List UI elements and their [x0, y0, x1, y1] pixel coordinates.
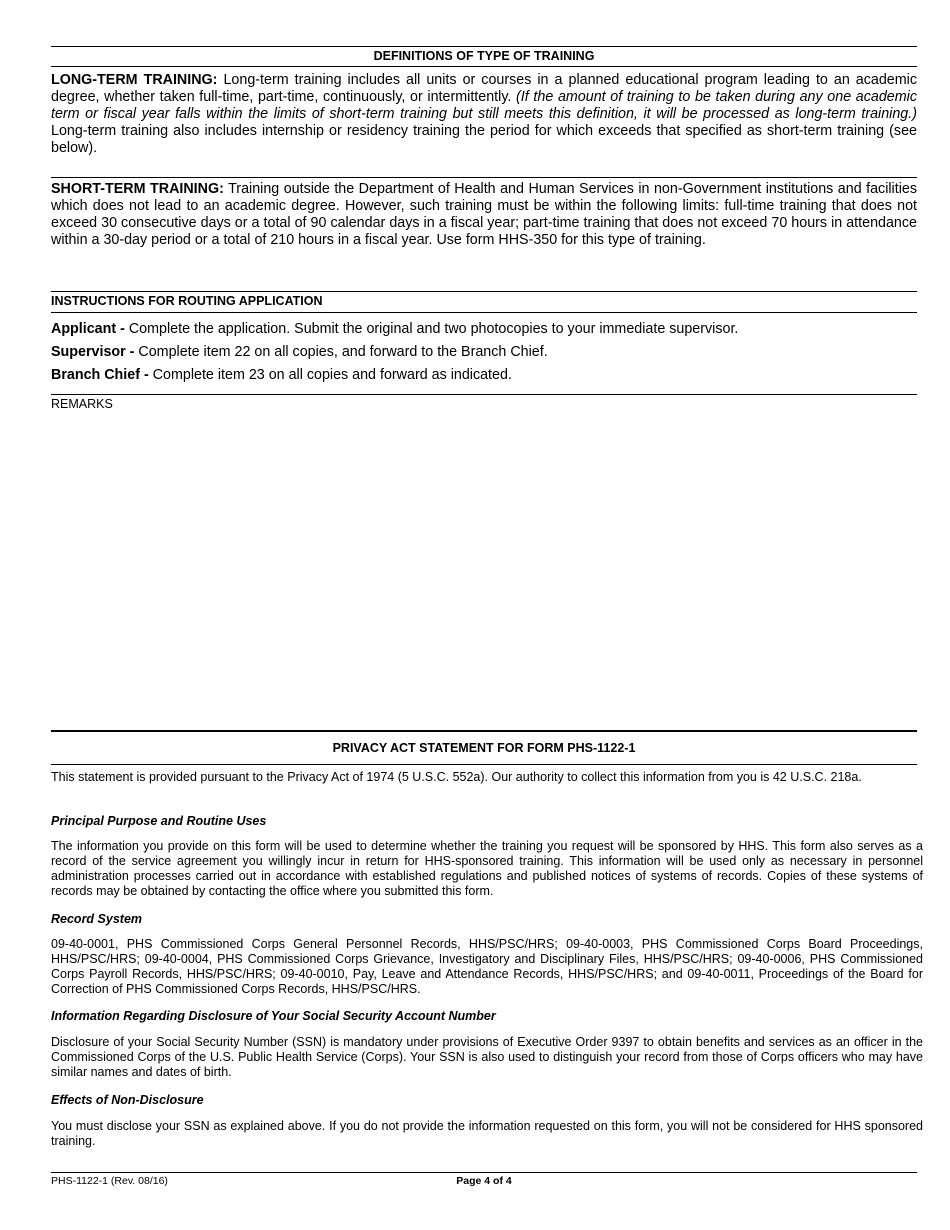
remarks-label: REMARKS [51, 397, 113, 411]
routing-top-rule [51, 291, 917, 292]
record-system-text: 09-40-0001, PHS Commissioned Corps General Personnel Records, HHS/PSC/HRS; 09-40-0003, PHS Commissioned Corps Board Proceedings, HHS/PSC/HRS; 09-40-0004, PHS Commissioned Corps Grievance, Investigatory and Disciplinary Files, HHS/PSC/HRS; 09-40-0006, PHS Commissioned Corps Payroll Records, HHS/PSC/HRS; 09-40-0010, Pay, Leave and Attendance Records, HHS/PSC/HRS; and 09-40-0011, Proceedings of the Board for Correction of PHS Commissioned Corps Records, HHS/PSC/HRS. [51, 937, 923, 996]
footer-page-number: Page 4 of 4 [456, 1175, 512, 1187]
privacy-top-rule [51, 730, 917, 732]
definitions-heading-rule [51, 66, 917, 67]
purpose-text: The information you provide on this form will be used to determine whether the training you request will be sponsored by HHS. This form also serves as a record of the service agreement you willingly incur in return for HHS-sponsored training. This information will be used only as necessary in personnel administration processes carried out in accordance with established regulations and published notices of systems of records. Copies of these systems of records may be obtained by contacting the office where you submitted this form. [51, 839, 923, 898]
definitions-heading: DEFINITIONS OF TYPE OF TRAINING [373, 49, 595, 63]
footer-form-id: PHS-1122-1 (Rev. 08/16) [51, 1175, 168, 1187]
routing-step-applicant [51, 321, 917, 338]
long-term-italic-note: (If the amount of training to be taken during any one academic term or fiscal year falls within the limits of short-term training but still meets this definition, it will be processed as long-term training.) [51, 89, 917, 122]
routing-heading: INSTRUCTIONS FOR ROUTING APPLICATION [51, 294, 323, 308]
ssn-heading: Information Regarding Disclosure of Your Social Security Account Number [51, 1009, 496, 1023]
ssn-text: Disclosure of your Social Security Number (SSN) is mandatory under provisions of Executive Order 9397 to obtain benefits and services as an officer in the Commissioned Corps of the U.S. Public Health Service (Corps). Your SSN is also used to distinguish your record from those of Corps officers who may have similar names and dates of birth. [51, 1035, 923, 1079]
long-term-definition [51, 72, 917, 157]
effects-text: You must disclose your SSN as explained above. If you do not provide the information requested on this form, you will not be considered for HHS sponsored training. [51, 1119, 923, 1148]
effects-heading: Effects of Non-Disclosure [51, 1093, 204, 1107]
top-rule [51, 46, 917, 47]
routing-step-branch-chief [51, 367, 917, 384]
short-term-rule [51, 177, 917, 178]
routing-text-branch-chief: Complete item 23 on all copies and forward as indicated. [148, 367, 512, 383]
routing-step-supervisor [51, 344, 917, 361]
footer-rule [51, 1172, 917, 1173]
long-term-text-1: Long-term training includes all units or courses in a planned educational program leading to an academic degree, whether taken full-time, part-time, continuously, or intermittently. [51, 72, 917, 105]
privacy-intro: This statement is provided pursuant to the Privacy Act of 1974 (5 U.S.C. 552a). Our authority to collect this information from you is 42 U.S.C. 218a. [51, 770, 862, 784]
routing-text-supervisor: Complete item 22 on all copies, and forward to the Branch Chief. [134, 344, 548, 360]
routing-role-branch-chief: Branch Chief - [51, 367, 149, 383]
short-term-text: Training outside the Department of Health and Human Services in non-Government institutions and facilities which does not lead to an academic degree. However, such training must be within the following limits: full-time training that does not exceed 30 consecutive days or a total of 90 calendar days in a fiscal year; part-time training that does not exceed 70 hours in attendance within a 30-day period or a total of 210 hours in a fiscal year. Use form HHS-350 for this type of training. [51, 181, 917, 248]
routing-role-applicant: Applicant - [51, 321, 125, 337]
routing-text-applicant: Complete the application. Submit the original and two photocopies to your immediate supervisor. [124, 321, 739, 337]
privacy-heading-rule [51, 764, 917, 765]
short-term-label: SHORT-TERM TRAINING: [51, 181, 224, 197]
short-term-definition [51, 181, 917, 249]
privacy-heading: PRIVACY ACT STATEMENT FOR FORM PHS-1122-1 [332, 741, 636, 755]
long-term-text-2: Long-term training also includes internship or residency training the period for which exceeds that specified as short-term training (see below). [51, 123, 917, 156]
long-term-label: LONG-TERM TRAINING: [51, 72, 218, 88]
routing-heading-rule [51, 312, 917, 313]
purpose-heading: Principal Purpose and Routine Uses [51, 814, 267, 828]
routing-role-supervisor: Supervisor - [51, 344, 135, 360]
remarks-rule [51, 394, 917, 395]
record-system-heading: Record System [51, 912, 143, 926]
